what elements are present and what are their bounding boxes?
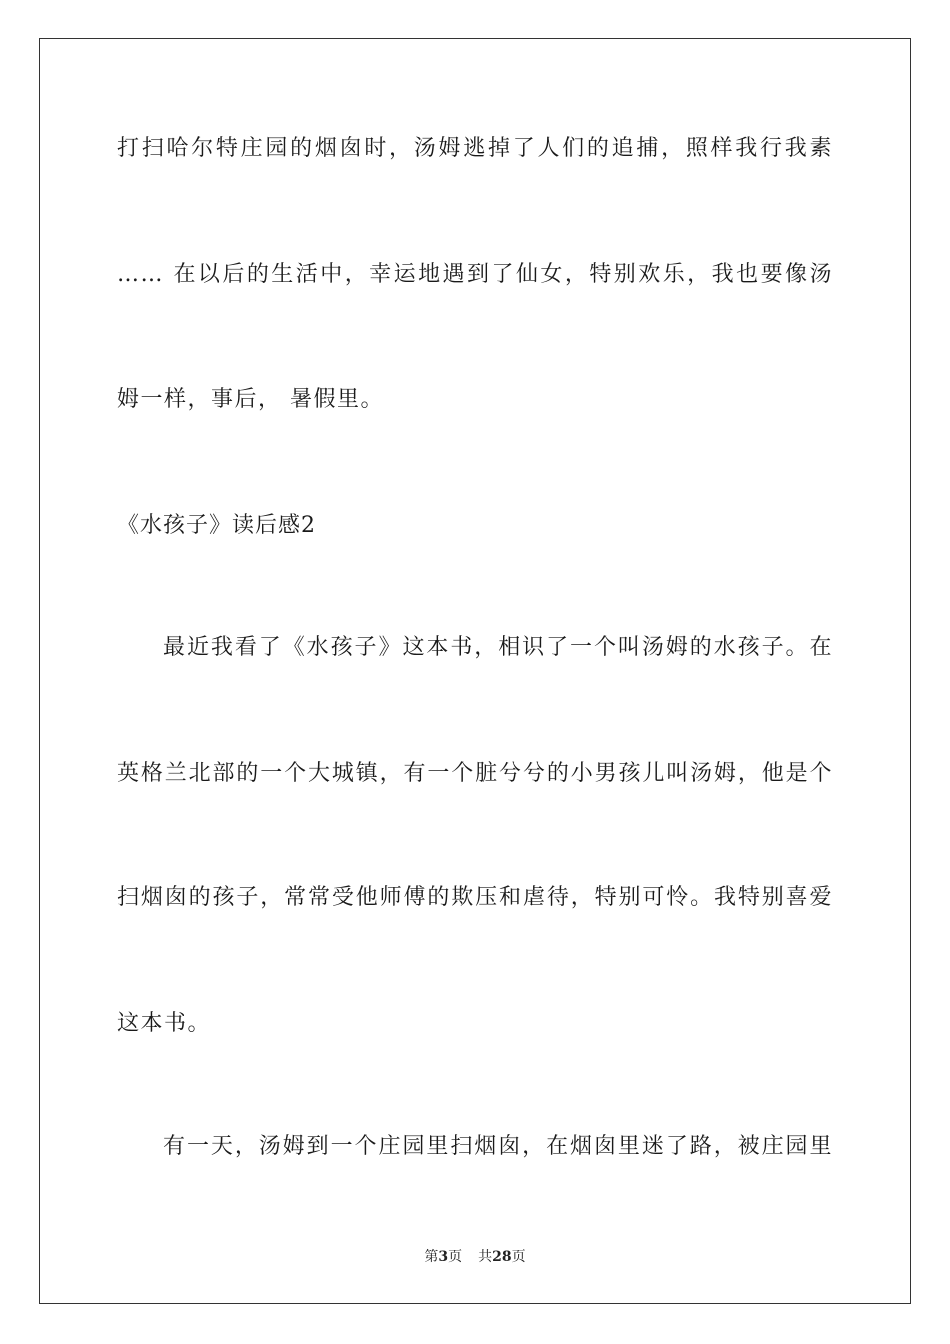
total-prefix: 共 <box>478 1249 493 1265</box>
page-suffix: 页 <box>448 1249 463 1265</box>
text-line: 打扫哈尔特庄园的烟囱时，汤姆逃掉了人们的追捕，照样我行我素 <box>117 136 833 161</box>
total-pages: 28 <box>492 1249 512 1265</box>
text-line: 有一天，汤姆到一个庄园里扫烟囱，在烟囱里迷了路，被庄园里 <box>163 1134 833 1159</box>
page-border <box>39 38 911 1304</box>
text-line: …… 在以后的生活中，幸运地遇到了仙女，特别欢乐，我也要像汤 <box>117 262 833 287</box>
page-prefix: 第 <box>424 1249 439 1265</box>
text-line: 英格兰北部的一个大城镇，有一个脏兮兮的小男孩儿叫汤姆，他是个 <box>117 761 833 786</box>
section-title: 《水孩子》读后感2 <box>117 513 316 538</box>
page-footer <box>0 1248 950 1266</box>
text-line: 最近我看了《水孩子》这本书，相识了一个叫汤姆的水孩子。在 <box>163 635 833 660</box>
text-line: 扫烟囱的孩子，常常受他师傅的欺压和虐待，特别可怜。我特别喜爱 <box>117 885 833 910</box>
text-line: 姆一样，事后， 暑假里。 <box>117 387 384 412</box>
text-line: 这本书。 <box>117 1011 212 1036</box>
page-number: 3 <box>438 1249 449 1265</box>
total-suffix: 页 <box>511 1249 526 1265</box>
